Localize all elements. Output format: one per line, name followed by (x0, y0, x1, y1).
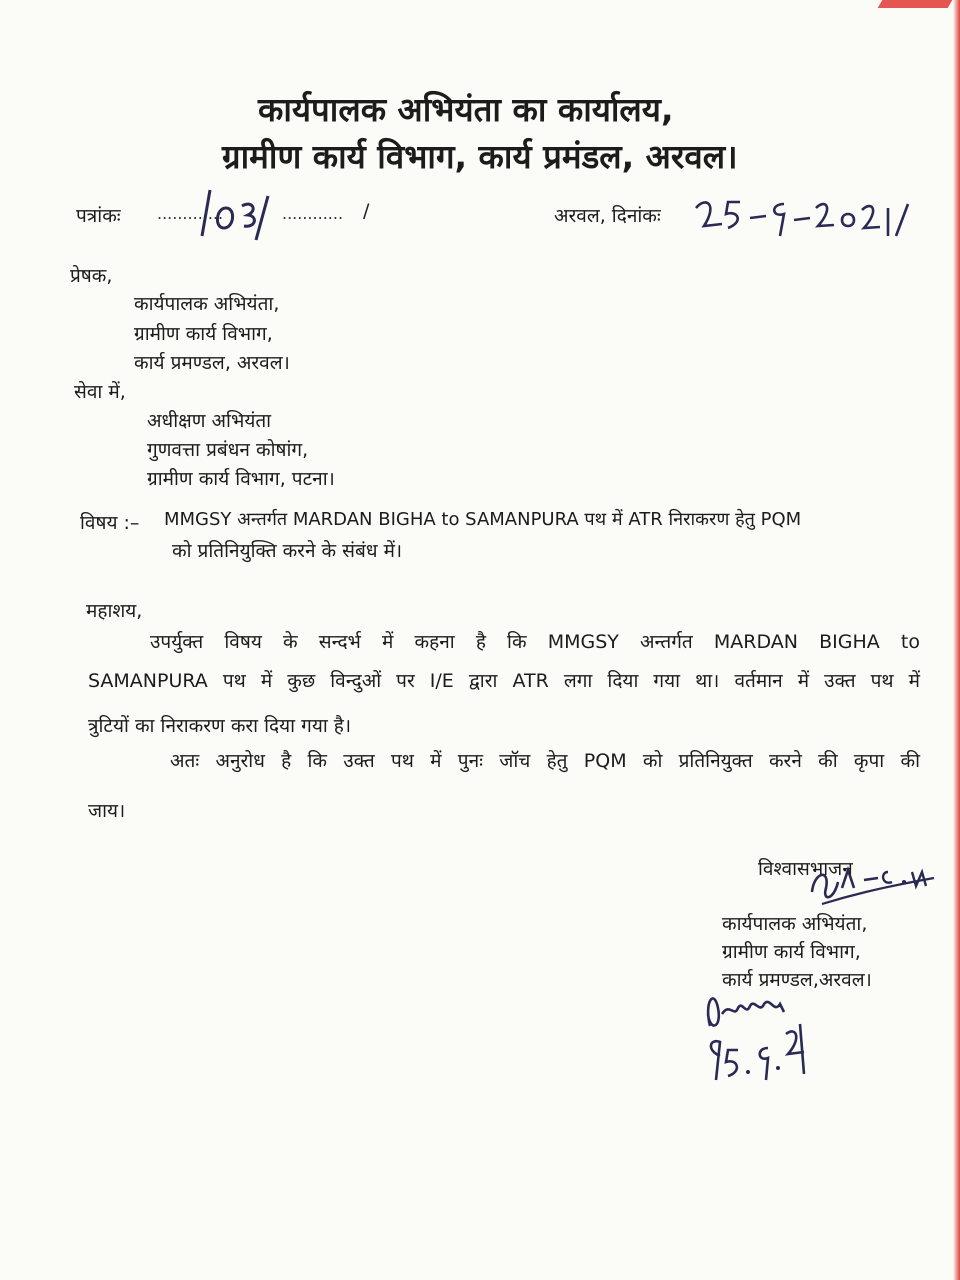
closing-label: विश्वासभाजन (758, 858, 853, 880)
ref-slash: / (363, 200, 370, 222)
body-line: अतः अनुरोध है कि उक्त पथ में पुनः जॉच हेतु PQM को प्रतिनियुक्त करने की कृपा की (170, 750, 920, 772)
ref-dots-left: ............. (157, 204, 224, 223)
closing-line: कार्य प्रमण्डल,अरवल। (722, 969, 872, 991)
recipient-line: गुणवत्ता प्रबंधन कोषांग, (147, 439, 309, 461)
ref-number-handwriting (196, 182, 288, 242)
date-handwriting (692, 192, 914, 242)
recipient-line: ग्रामीण कार्य विभाग, पटना। (147, 468, 335, 490)
body-line: जाय। (88, 800, 126, 822)
body-line: त्रुटियों का निराकरण करा दिया गया है। (88, 715, 352, 737)
body-line: SAMANPURA पथ में कुछ विन्दुओं पर I/E द्वारा ATR लगा दिया गया था। वर्तमान में उक्त पथ में (88, 670, 920, 692)
office-title: कार्यपालक अभियंता का कार्यालय, (258, 90, 674, 129)
office-subtitle: ग्रामीण कार्य विभाग, कार्य प्रमंडल, अरवल। (222, 137, 738, 176)
paper-corner-mark (878, 0, 953, 8)
closing-line: कार्यपालक अभियंता, (722, 913, 868, 935)
sender-line: कार्यपालक अभियंता, (134, 293, 280, 315)
body-line: उपर्युक्त विषय के सन्दर्भ में कहना है कि MMGSY अन्तर्गत MARDAN BIGHA to (150, 631, 920, 653)
recipient-label: सेवा में, (74, 381, 126, 403)
subject-label: विषय :– (80, 512, 140, 534)
closing-line: ग्रामीण कार्य विभाग, (722, 941, 861, 963)
handwritten-initials (700, 984, 812, 1096)
sender-line: कार्य प्रमण्डल, अरवल। (134, 352, 290, 374)
ref-label: पत्रांकः (76, 205, 121, 227)
signature (808, 858, 942, 910)
recipient-line: अधीक्षण अभियंता (147, 410, 272, 432)
paper-edge (953, 0, 960, 1280)
date-label: अरवल, दिनांकः (554, 205, 661, 227)
subject-line: को प्रतिनियुक्ति करने के संबंध में। (172, 540, 403, 562)
subject-line: MMGSY अन्तर्गत MARDAN BIGHA to SAMANPURA पथ में ATR निराकरण हेतु PQM (164, 509, 802, 530)
sender-line: ग्रामीण कार्य विभाग, (134, 323, 273, 345)
ref-dots-right: ............ (282, 204, 344, 223)
salutation: महाशय, (86, 600, 143, 622)
sender-label: प्रेषक, (70, 265, 113, 287)
